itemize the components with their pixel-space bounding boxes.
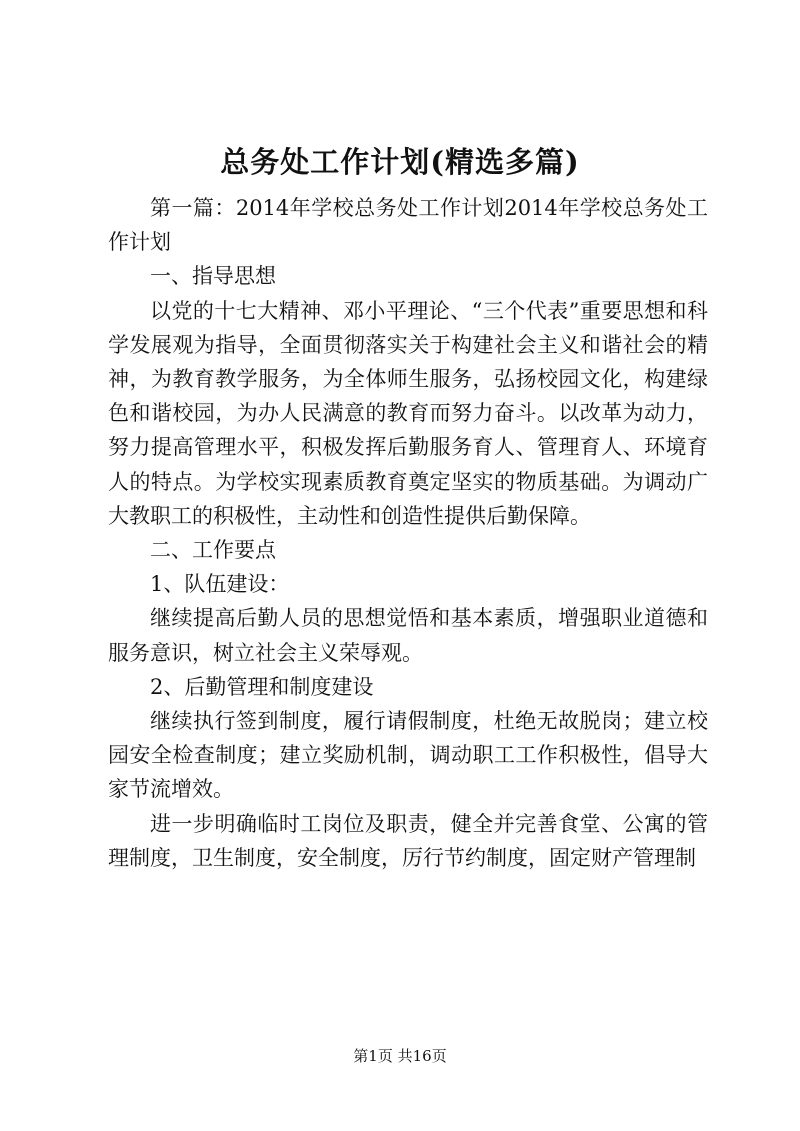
subsection-heading: 2、后勤管理和制度建设 (150, 674, 374, 699)
paragraph: 继续执行签到制度，履行请假制度，杜绝无故脱岗；建立校园安全检查制度；建立奖励机制，调动职工工作积极性，倡导大家节流增效。 (108, 709, 708, 802)
paragraph: 进一步明确临时工岗位及职责，健全并完善食堂、公寓的管理制度，卫生制度，安全制度，厉行节约制度，固定财产管理制 (108, 811, 708, 870)
section-heading: 一、指导思想 (150, 264, 276, 289)
section-heading: 二、工作要点 (150, 538, 276, 563)
paragraph: 以党的十七大精神、邓小平理论、“三个代表”重要思想和科学发展观为指导，全面贯彻落实关于构建社会主义和谐社会的精神，为教育教学服务，为全体师生服务，弘扬校园文化，构建绿色和谐校园，为办人民满意的教育而努力奋斗。以改革为动力，努力提高管理水平，积极发挥后勤服务育人、管理育人、环境育人的特点。为学校实现素质教育奠定坚实的物质基础。为调动广大教职工的积极性，主动性和创造性提供后勤保障。 (108, 298, 708, 528)
paragraph: 第一篇：2014年学校总务处工作计划2014年学校总务处工作计划 (108, 196, 708, 255)
document-title: 总务处工作计划(精选多篇) (220, 145, 580, 179)
page-number-footer: 第1页 共16页 (353, 1047, 447, 1065)
subsection-heading: 1、队伍建设： (150, 572, 290, 597)
paragraph: 继续提高后勤人员的思想觉悟和基本素质，增强职业道德和服务意识，树立社会主义荣辱观。 (108, 606, 708, 665)
document-body (108, 191, 708, 875)
